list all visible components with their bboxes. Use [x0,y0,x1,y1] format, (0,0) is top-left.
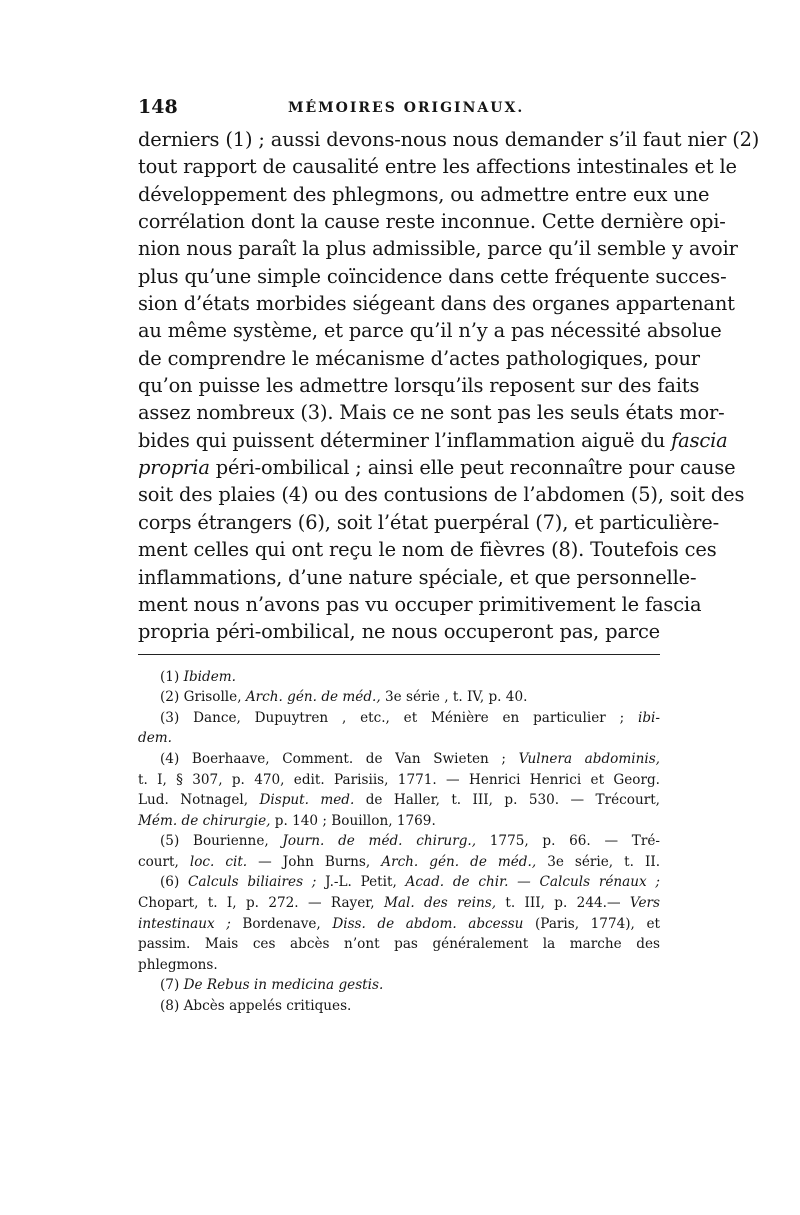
footnote-number: (3) [160,709,180,726]
footnote-number: (8) [160,998,180,1015]
body-line: développement des phlegmons, ou admettre entre eux une [138,182,710,206]
footnote-text: Vers [629,895,660,912]
body-line: au même système, et parce qu’il n’y a pas nécessité absolue [138,319,722,343]
footnote-4-cont [138,770,660,791]
footnote-text: t. III, p. 244.— [505,895,621,912]
footnote-text: Diss. de abdom. abcessu [332,915,524,932]
footnote-text: Dance, Dupuytren , etc., et Ménière en particulier ; [193,709,625,726]
body-line: qu’on puisse les admettre lorsqu’ils reposent sur des faits [138,374,700,398]
footnote-6-cont [138,934,660,955]
footnote-1 [138,667,660,688]
footnote-text: passim. Mais ces abcès n’ont pas généralement la marche des [138,936,660,953]
body-line: assez nombreux (3). Mais ce ne sont pas les seuls états mor- [138,401,725,425]
footnote-text: — Calculs rénaux ; [517,874,660,891]
footnote-text: Mal. des reins, [383,895,497,912]
body-line: corrélation dont la cause reste inconnue. Cette dernière opi- [138,210,726,234]
footnote-3 [138,708,660,729]
footnote-number: (1) [160,668,180,685]
footnote-text: Mém. de chirurgie, [138,812,271,829]
footnote-text: De Rebus in medicina gestis. [183,977,384,994]
footnote-text: Journ. de méd. chirurg., [282,833,477,850]
body-line: plus qu’une simple coïncidence dans cette fréquente succes- [138,264,727,288]
footnote-text: Boerhaave, Comment. de Van Swieten ; [191,750,506,767]
footnote-text: de Haller, t. III, p. 530. — Trécourt, [365,792,660,809]
footnote-number: (5) [160,833,180,850]
footnote-text: Lud. Notnagel, [138,792,249,809]
footnote-2 [138,687,660,708]
footnote-number: (7) [160,977,180,994]
footnote-text: Arch. gén. de méd., [245,689,381,706]
body-line: sion d’états morbides siégeant dans des organes appartenant [138,292,735,316]
footnote-text: 1775, p. 66. — Tré- [489,833,660,850]
footnote-text: Arch. gén. de méd., [381,853,537,870]
footnote-6-cont [138,893,660,914]
body-line [138,427,728,454]
footnote-7 [138,975,660,996]
footnote-text: ibi- [638,709,660,726]
footnote-text: loc. cit. [189,853,248,870]
footnote-number: (2) [160,689,180,706]
footnote-8 [138,996,660,1017]
body-line: ment celles qui ont reçu le nom de fièvres (8). Toutefois ces [138,538,717,562]
body-line: corps étrangers (6), soit l’état puerpéral (7), et particulière- [138,510,720,534]
footnote-text: court, [138,853,179,870]
footnote-text: Calculs biliaires ; [188,874,317,891]
footnote-text: Vulnera abdominis, [518,750,661,767]
body-line-text: propria péri-ombilical ; ainsi elle peut reconnaître pour cause [138,456,736,480]
body-text [138,126,760,646]
body-line: de comprendre le mécanisme d’actes pathologiques, pour [138,346,700,370]
footnote-5 [138,831,660,852]
footnote-text: 3e série, t. II. [547,853,661,870]
footnote-text: intestinaux ; [138,915,231,932]
footnote-text: Chopart, t. I, p. 272. — Rayer, [138,895,375,912]
latin-term: fascia [671,428,728,452]
body-line: propria péri-ombilical, ne nous occuperont pas, parce [138,620,660,644]
footnote-4-cont [138,811,660,832]
footnote-text: Abcès appelés critiques. [183,998,352,1015]
running-title: MÉMOIRES ORIGINAUX. [288,100,525,116]
body-line: derniers (1) ; aussi devons-nous nous demander s’il faut nier (2) [138,128,760,151]
footnotes [138,667,660,1017]
footnote-text: (Paris, 1774), et [534,915,660,932]
body-line: ment nous n’avons pas vu occuper primitivement le fascia [138,592,702,616]
running-head [138,96,660,124]
footnote-text: J.-L. Petit, [325,874,397,891]
footnote-text: p. 140 ; Bouillon, 1769. [274,812,436,829]
footnote-6-cont [138,955,660,976]
footnote-number: (6) [160,874,180,891]
book-page [138,96,760,1017]
footnote-6 [138,872,660,893]
footnote-text: Bourienne, [192,833,269,850]
footnote-text: dem. [138,730,172,747]
footnote-text: Disput. med. [259,792,355,809]
body-line: nion nous paraît la plus admissible, parce qu’il semble y avoir [138,237,738,261]
footnote-text: 3e série , t. IV, p. 40. [385,689,528,706]
body-line: inflammations, d’une nature spéciale, et que personnelle- [138,565,697,589]
footnote-text: Grisolle, [183,689,242,706]
footnote-number: (4) [160,750,180,767]
footnote-3-cont [138,728,660,749]
footnote-text: phlegmons. [138,956,218,973]
footnote-4-cont [138,790,660,811]
footnote-text: Ibidem. [183,668,236,685]
body-line-text: bides qui puissent déterminer l’inflammation aiguë du fascia [138,428,728,452]
latin-term: propria [138,456,210,480]
page-number: 148 [138,96,178,118]
footnote-5-cont [138,852,660,873]
footnote-text: t. I, § 307, p. 470, edit. Parisiis, 1771. — Henrici Henrici et Georg. [138,771,660,788]
footnote-4 [138,749,660,770]
body-line: tout rapport de causalité entre les affections intestinales et le [138,155,737,179]
footnote-text: — John Burns, [258,853,371,870]
footnote-rule [138,654,660,655]
footnote-text: Bordenave, [242,915,321,932]
footnote-text: Acad. de chir. [405,874,509,891]
body-line: soit des plaies (4) ou des contusions de l’abdomen (5), soit des [138,483,745,507]
body-line [138,454,736,481]
footnote-6-cont [138,914,660,935]
